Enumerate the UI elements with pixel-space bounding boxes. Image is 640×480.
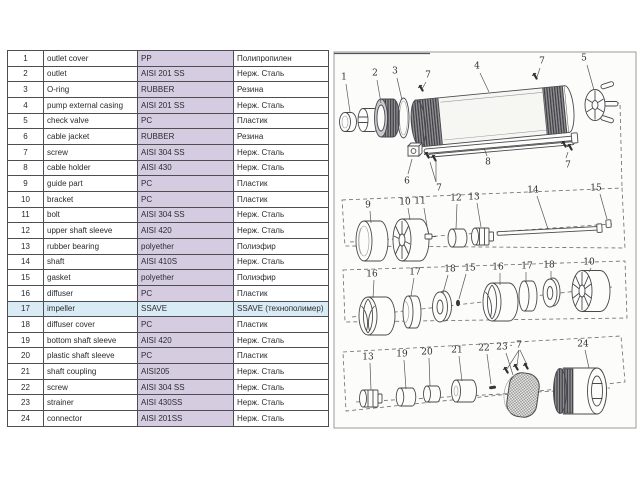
callout-label: 17 xyxy=(409,267,421,278)
cell-name: impeller xyxy=(44,301,138,317)
cell-ru: Нерж. Сталь xyxy=(234,66,329,82)
cell-num: 3 xyxy=(8,82,44,98)
callout-label: 7 xyxy=(565,160,571,171)
cell-ru: Нерж. Сталь xyxy=(234,144,329,160)
cell-ru: Нерж. Сталь xyxy=(234,364,329,380)
cell-mat: RUBBER xyxy=(138,82,234,98)
cell-ru: Нерж. Сталь xyxy=(234,160,329,176)
callout-label: 5 xyxy=(581,53,587,64)
callout-label: 1 xyxy=(341,72,347,83)
table-row xyxy=(8,160,329,176)
table-row xyxy=(8,176,329,192)
cell-num: 14 xyxy=(8,254,44,270)
cell-ru: Нерж. Сталь xyxy=(234,395,329,411)
table-row xyxy=(8,113,329,129)
cell-name: diffuser cover xyxy=(44,317,138,333)
cell-ru: Пластик xyxy=(234,285,329,301)
table-row xyxy=(8,254,329,270)
cell-mat: AISI 201 SS xyxy=(138,97,234,113)
callout-label: 12 xyxy=(450,193,462,204)
callout-label: 10 xyxy=(399,197,411,208)
table-row xyxy=(8,317,329,333)
cell-name: check valve xyxy=(44,113,138,129)
callout-label: 15 xyxy=(590,183,602,194)
cell-num: 6 xyxy=(8,129,44,145)
cell-num: 16 xyxy=(8,285,44,301)
cell-mat: PC xyxy=(138,113,234,129)
pump-exploded-diagram xyxy=(330,48,640,432)
cell-mat: PC xyxy=(138,317,234,333)
callout-label: 7 xyxy=(425,70,431,81)
callout-label: 7 xyxy=(539,56,545,67)
table-row xyxy=(8,238,329,254)
cell-mat: SSAVE xyxy=(138,301,234,317)
callout-label: 18 xyxy=(543,260,555,271)
cell-name: outlet cover xyxy=(44,51,138,67)
cell-num: 2 xyxy=(8,66,44,82)
table-row xyxy=(8,129,329,145)
cell-name: cable jacket xyxy=(44,129,138,145)
cell-ru: Пластик xyxy=(234,191,329,207)
callout-label: 7 xyxy=(436,183,442,194)
cell-mat: AISI 410S xyxy=(138,254,234,270)
parts-table xyxy=(7,50,328,427)
cell-mat: AISI 430SS xyxy=(138,395,234,411)
cell-ru: Нерж. Сталь xyxy=(234,97,329,113)
cell-num: 4 xyxy=(8,97,44,113)
cell-num: 15 xyxy=(8,270,44,286)
cell-name: upper shaft sleeve xyxy=(44,223,138,239)
cell-name: rubber bearing xyxy=(44,238,138,254)
callout-label: 13 xyxy=(468,192,480,203)
cell-ru: Полиэфир xyxy=(234,238,329,254)
cell-mat: PC xyxy=(138,176,234,192)
callout-label: 8 xyxy=(485,157,491,168)
callout-label: 7 xyxy=(516,340,522,351)
cell-ru: Нерж. Сталь xyxy=(234,411,329,427)
cell-mat: AISI 304 SS xyxy=(138,144,234,160)
cell-name: strainer xyxy=(44,395,138,411)
cell-name: bolt xyxy=(44,207,138,223)
cell-num: 22 xyxy=(8,379,44,395)
cell-num: 9 xyxy=(8,176,44,192)
cell-ru: SSAVE (технополимер) xyxy=(234,301,329,317)
cell-ru: Резина xyxy=(234,129,329,145)
callout-label: 11 xyxy=(414,196,426,207)
cell-ru: Нерж. Сталь xyxy=(234,332,329,348)
cell-num: 7 xyxy=(8,144,44,160)
cell-ru: Нерж. Сталь xyxy=(234,379,329,395)
cell-ru: Нерж. Сталь xyxy=(234,254,329,270)
cell-num: 19 xyxy=(8,332,44,348)
cell-ru: Пластик xyxy=(234,348,329,364)
cell-ru: Пластик xyxy=(234,113,329,129)
cell-num: 12 xyxy=(8,223,44,239)
table-row xyxy=(8,207,329,223)
cell-mat: polyether xyxy=(138,270,234,286)
callout-label: · xyxy=(509,341,513,352)
cell-mat: AISI205 xyxy=(138,364,234,380)
table-row xyxy=(8,82,329,98)
parts-table-grid xyxy=(7,50,329,427)
cell-name: plastic shaft sleeve xyxy=(44,348,138,364)
cell-ru: Резина xyxy=(234,82,329,98)
table-row xyxy=(8,66,329,82)
table-row xyxy=(8,270,329,286)
callout-label: 15 xyxy=(464,263,476,274)
cell-name: bracket xyxy=(44,191,138,207)
callout-label: 24 xyxy=(577,339,589,350)
cell-ru: Нерж. Сталь xyxy=(234,223,329,239)
cell-num: 10 xyxy=(8,191,44,207)
cell-mat: polyether xyxy=(138,238,234,254)
cell-name: pump external casing xyxy=(44,97,138,113)
cell-name: shaft xyxy=(44,254,138,270)
table-row xyxy=(8,379,329,395)
cell-name: gasket xyxy=(44,270,138,286)
cell-mat: AISI 420 xyxy=(138,223,234,239)
callout-label: 22 xyxy=(478,343,490,354)
callout-label: 16 xyxy=(492,262,504,273)
cell-mat: AISI 304 SS xyxy=(138,379,234,395)
cell-name: shaft coupling xyxy=(44,364,138,380)
cell-num: 24 xyxy=(8,411,44,427)
cell-num: 18 xyxy=(8,317,44,333)
table-row xyxy=(8,364,329,380)
cell-num: 8 xyxy=(8,160,44,176)
callout-label: 19 xyxy=(396,349,408,360)
table-row xyxy=(8,144,329,160)
cell-num: 20 xyxy=(8,348,44,364)
table-row xyxy=(8,332,329,348)
cell-mat: AISI 201 SS xyxy=(138,66,234,82)
callout-label: 21 xyxy=(451,345,463,356)
cell-name: guide part xyxy=(44,176,138,192)
cell-name: bottom shaft sleeve xyxy=(44,332,138,348)
cell-ru: Пластик xyxy=(234,176,329,192)
cell-name: connector xyxy=(44,411,138,427)
cell-name: O-ring xyxy=(44,82,138,98)
table-row xyxy=(8,411,329,427)
callout-label: 13 xyxy=(362,352,374,363)
cell-num: 17 xyxy=(8,301,44,317)
cell-num: 5 xyxy=(8,113,44,129)
cell-num: 1 xyxy=(8,51,44,67)
cell-ru: Нерж. Сталь xyxy=(234,207,329,223)
cell-name: screw xyxy=(44,144,138,160)
cell-name: screw xyxy=(44,379,138,395)
callout-label: 20 xyxy=(421,347,433,358)
table-row xyxy=(8,191,329,207)
cell-name: cable holder xyxy=(44,160,138,176)
cell-mat: PC xyxy=(138,285,234,301)
callout-label: 6 xyxy=(404,176,410,187)
cell-name: outlet xyxy=(44,66,138,82)
callout-label: 2 xyxy=(372,68,378,79)
table-row xyxy=(8,301,329,317)
table-row xyxy=(8,223,329,239)
cell-num: 21 xyxy=(8,364,44,380)
cell-num: 11 xyxy=(8,207,44,223)
cell-num: 23 xyxy=(8,395,44,411)
table-row xyxy=(8,97,329,113)
callout-label: 14 xyxy=(527,185,539,196)
callout-label: 9 xyxy=(365,200,371,211)
cell-mat: PC xyxy=(138,348,234,364)
callout-label: 18 xyxy=(444,264,456,275)
cell-mat: RUBBER xyxy=(138,129,234,145)
cell-mat: PP xyxy=(138,51,234,67)
table-row xyxy=(8,395,329,411)
cell-name: diffuser xyxy=(44,285,138,301)
callout-label: 23 xyxy=(496,342,508,353)
cell-ru: Полиэфир xyxy=(234,270,329,286)
cell-mat: AISI 420 xyxy=(138,332,234,348)
callout-label: 17 xyxy=(521,261,533,272)
cell-mat: AISI 430 xyxy=(138,160,234,176)
cell-ru: Пластик xyxy=(234,317,329,333)
table-row xyxy=(8,51,329,67)
cell-ru: Полипропилен xyxy=(234,51,329,67)
table-row xyxy=(8,348,329,364)
callout-label: 16 xyxy=(366,269,378,280)
cell-mat: AISI 201SS xyxy=(138,411,234,427)
callout-label: 3 xyxy=(392,66,398,77)
callout-label: 10 xyxy=(583,257,595,268)
callout-label: 4 xyxy=(474,61,480,72)
cell-mat: AISI 304 SS xyxy=(138,207,234,223)
table-row xyxy=(8,285,329,301)
cell-mat: PC xyxy=(138,191,234,207)
cell-num: 13 xyxy=(8,238,44,254)
